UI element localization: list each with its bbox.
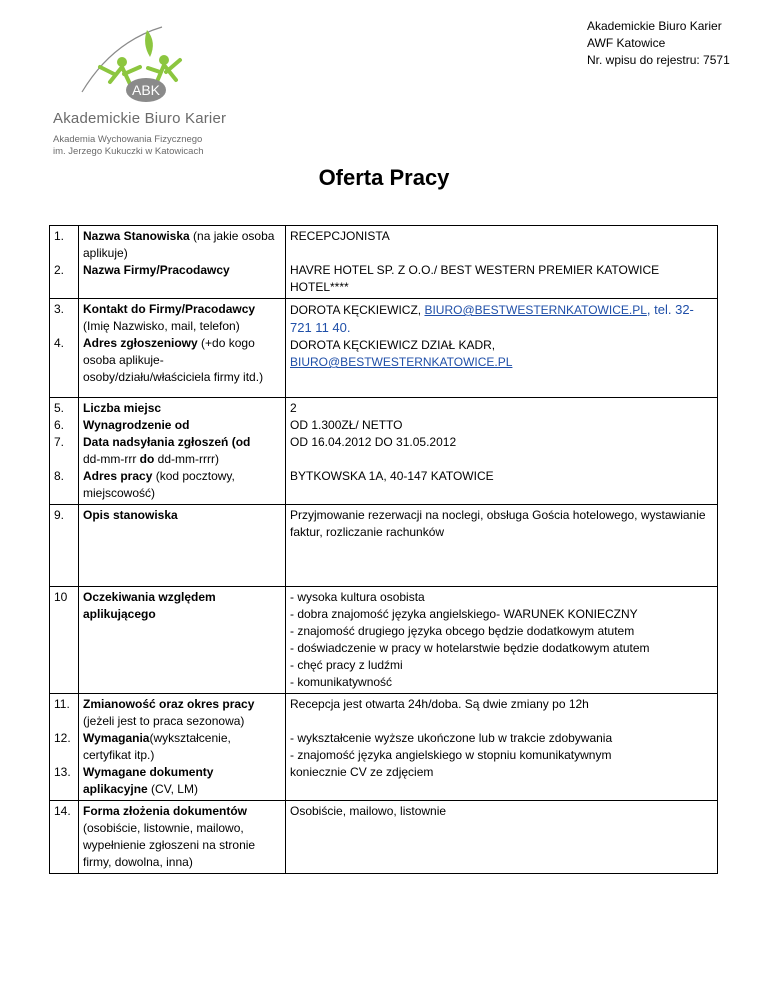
table-row [50, 226, 718, 299]
label-date-format-to: dd-mm-rrrr) [154, 452, 219, 466]
value-work-address: BYTKOWSKA 1A, 40-147 KATOWICE [290, 469, 494, 483]
value-expectations [286, 587, 718, 694]
value-shifts: Recepcja jest otwarta 24h/doba. Są dwie zmiany po 12h [290, 697, 589, 711]
row-labels [79, 226, 286, 299]
row-values [286, 398, 718, 505]
value-application-dates: OD 16.04.2012 DO 31.05.2012 [290, 435, 457, 449]
value-position: RECEPCJONISTA [290, 229, 390, 243]
row-numbers [50, 398, 79, 505]
header-line-org: Akademickie Biuro Karier [587, 19, 722, 33]
row-number: 7. [54, 435, 65, 449]
row-number: 3. [54, 302, 65, 316]
header-line-city: AWF Katowice [587, 36, 666, 50]
row-labels [79, 398, 286, 505]
row-labels [79, 801, 286, 874]
application-email-link[interactable]: BIURO@BESTWESTERNKATOWICE.PL [290, 355, 513, 369]
page-title: Oferta Pracy [318, 165, 450, 190]
row-number: 8. [54, 469, 65, 483]
row-values [286, 299, 718, 398]
contact-email-link[interactable]: BIURO@BESTWESTERNKATOWICE.PL [424, 303, 647, 317]
contact-person: DOROTA KĘCKIEWICZ, [290, 303, 425, 317]
row-number: 13. [54, 765, 71, 779]
expectation-item: - dobra znajomość języka angielskiego- WARUNEK KONIECZNY [290, 607, 638, 621]
header-line-registry: Nr. wpisu do rejestru: 7571 [587, 53, 730, 67]
label-work-address-hint: (kod pocztowy, miejscowość) [83, 469, 235, 500]
label-contact-hint: (Imię Nazwisko, mail, telefon) [83, 319, 240, 333]
row-number: 6. [54, 418, 65, 432]
row-number: 12. [54, 731, 71, 745]
label-job-description: Opis stanowiska [79, 505, 286, 587]
application-recipient: DOROTA KĘCKIEWICZ DZIAŁ KADR, [290, 338, 496, 352]
row-number: 14. [50, 801, 79, 874]
value-company: HAVRE HOTEL SP. Z O.O./ BEST WESTERN PREMIER KATOWICE HOTEL**** [290, 263, 660, 294]
logo-name: Akademickie Biuro Karier [53, 110, 227, 127]
label-contact: Kontakt do Firmy/Pracodawcy [83, 302, 256, 316]
row-numbers [50, 226, 79, 299]
table-row [50, 587, 718, 694]
table-row [50, 398, 718, 505]
row-number: 9. [50, 505, 79, 587]
row-number: 4. [54, 336, 65, 350]
row-labels [79, 299, 286, 398]
row-number: 1. [54, 229, 65, 243]
label-requirements-hint: (wykształcenie, certyfikat itp.) [83, 731, 231, 762]
value-job-description: Przyjmowanie rezerwacji na noclegi, obsługa Gościa hotelowego, wystawianie faktur, rozliczanie rachunków [286, 505, 718, 587]
value-vacancies: 2 [290, 401, 297, 415]
label-position-name: Nazwa Stanowiska [83, 229, 190, 243]
value-required-documents: koniecznie CV ze zdjęciem [290, 765, 434, 779]
label-company-name: Nazwa Firmy/Pracodawcy [83, 263, 230, 277]
label-application-address-hint: (+do kogo osoba aplikuje- osoby/działu/właściciela firmy itd.) [83, 336, 264, 384]
row-number: 5. [54, 401, 65, 415]
logo-subtitle-line-1: Akademia Wychowania Fizycznego [53, 134, 203, 145]
value-contact [290, 301, 713, 337]
label-expectations: Oczekiwania względem aplikującego [79, 587, 286, 694]
table-row [50, 299, 718, 398]
label-position-hint: (na jakie osoba aplikuje) [83, 229, 275, 260]
row-values [286, 226, 718, 299]
label-date-format-from: dd-mm-rrr [83, 452, 140, 466]
value-requirement-item: - znajomość języka angielskiego w stopniu komunikatywnym [290, 748, 612, 762]
value-salary: OD 1.300ZŁ/ NETTO [290, 418, 403, 432]
value-submission-form: Osobiście, mailowo, listownie [286, 801, 718, 874]
label-salary: Wynagrodzenie od [83, 418, 190, 432]
expectation-item: - doświadczenie w pracy w hotelarstwie będzie dodatkowym atutem [290, 641, 650, 655]
label-submission-form: Forma złożenia dokumentów [83, 804, 248, 818]
row-values [286, 694, 718, 801]
expectation-item: - wysoka kultura osobista [290, 590, 425, 604]
label-vacancies: Liczba miejsc [83, 401, 162, 415]
label-submission-form-hint: (osobiście, listownie, mailowo, wypełnienie zgłoszeni na stronie firmy, dowolna, inna) [83, 821, 256, 869]
logo-badge-text: ABK [131, 82, 161, 98]
label-work-address: Adres pracy [83, 469, 153, 483]
label-date-to: do [139, 452, 155, 466]
value-requirement-item: - wykształcenie wyższe ukończone lub w trakcie zdobywania [290, 731, 613, 745]
logo-leaf [145, 30, 153, 57]
label-application-address: Adres zgłoszeniowy [83, 336, 198, 350]
expectation-item: - chęć pracy z ludźmi [290, 658, 403, 672]
expectation-item: - znajomość drugiego języka obcego będzie dodatkowym atutem [290, 624, 635, 638]
expectation-item: - komunikatywność [290, 675, 393, 689]
label-required-documents: Wymagane dokumenty aplikacyjne [83, 765, 214, 796]
label-application-dates: Data nadsyłania zgłoszeń (od [83, 435, 251, 449]
label-shifts-hint: (jeżeli jest to praca sezonowa) [83, 714, 245, 728]
label-requirements: Wymagania [83, 731, 150, 745]
table-row [50, 505, 718, 587]
table-row [50, 801, 718, 874]
row-numbers [50, 694, 79, 801]
row-number: 11. [54, 697, 70, 711]
organization-header [587, 18, 730, 69]
label-shifts: Zmianowość oraz okres pracy [83, 697, 255, 711]
label-required-documents-hint: (CV, LM) [147, 782, 198, 796]
value-application-address [290, 337, 713, 371]
job-offer-table [49, 225, 718, 874]
row-labels [79, 694, 286, 801]
logo-subtitle [53, 134, 203, 158]
row-number: 10 [50, 587, 79, 694]
row-number: 2. [54, 263, 65, 277]
row-numbers [50, 299, 79, 398]
logo-subtitle-line-2: im. Jerzego Kukuczki w Katowicach [53, 146, 204, 157]
table-row [50, 694, 718, 801]
contact-phone: , tel. 32-721 11 40. [290, 302, 694, 335]
